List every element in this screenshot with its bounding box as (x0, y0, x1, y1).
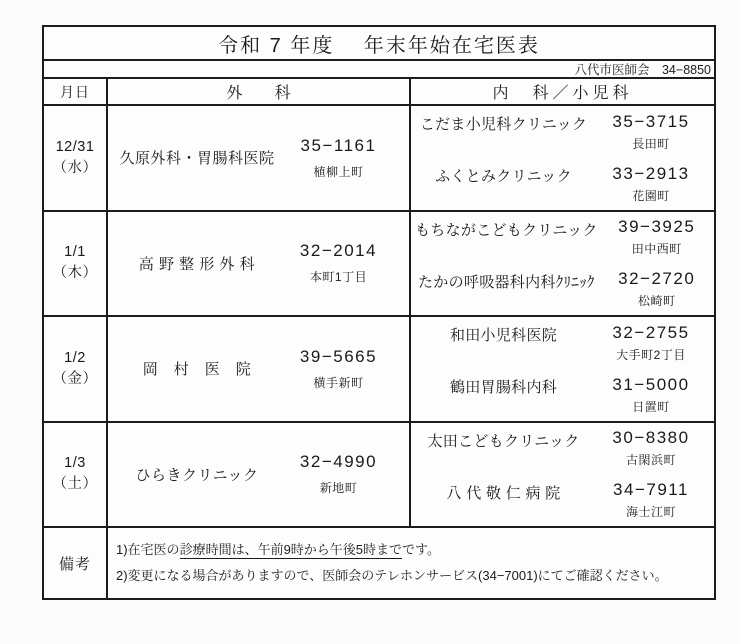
clinic-phone: 33−2913 (612, 163, 690, 183)
clinic-phone: 35−3715 (612, 111, 690, 131)
clinic-phone: 31−5000 (612, 374, 690, 394)
clinic-town: 本町1丁目 (309, 270, 368, 285)
clinic-entry (411, 317, 714, 369)
internal-cell (409, 423, 714, 527)
note-line-2: 2)変更になる場合がありますので、医師会のテレホンサービス(34−7001)にてご確認ください。 (116, 568, 668, 583)
clinic-phone: 32−2720 (618, 269, 696, 289)
clinic-town: 新地町 (319, 481, 358, 496)
clinic-contact (592, 112, 710, 152)
clinic-contact (276, 452, 401, 496)
col-header-internal-pediatrics: 内 科／小児科 (409, 79, 714, 104)
surgery-cell (106, 212, 409, 316)
clinic-entry (411, 423, 714, 475)
subtitle-row (44, 61, 714, 79)
clinic-phone: 32−2014 (299, 241, 378, 261)
clinic-name: 和田小児科医院 (449, 327, 558, 345)
date-cell (44, 212, 106, 316)
date-cell (44, 106, 106, 210)
clinic-contact (276, 241, 401, 285)
clinic-town: 植柳上町 (313, 164, 364, 179)
clinic-name: 久原外科・胃腸科医院 (119, 150, 275, 168)
clinic-name: 高 野 整 形 外 科 (138, 255, 256, 273)
clinic-contact (276, 136, 401, 180)
internal-cell (409, 212, 720, 316)
table-header-row (44, 79, 714, 106)
clinic-contact (276, 347, 401, 391)
col-header-surgery: 外 科 (106, 79, 409, 104)
clinic-phone: 34−7911 (613, 480, 689, 500)
clinic-town: 日置町 (632, 399, 670, 414)
notes-label: 備考 (58, 555, 91, 573)
date-label: 12/31 (55, 138, 95, 155)
table-row (44, 423, 714, 529)
clinic-contact (598, 269, 716, 309)
clinic-name: ひらきクリニック (135, 466, 259, 484)
table-row (44, 106, 714, 212)
clinic-contact (598, 217, 716, 257)
table-row (44, 317, 714, 423)
clinic-phone: 30−8380 (612, 428, 690, 448)
clinic-name: もちながこどもクリニック (415, 221, 598, 239)
clinic-name: 岡 村 医 院 (142, 361, 252, 379)
clinic-entry (411, 369, 714, 421)
clinic-town: 古閑浜町 (625, 453, 676, 468)
clinic-contact (592, 375, 710, 415)
clinic-entry (411, 474, 714, 526)
clinic-phone: 32−2755 (612, 322, 690, 342)
weekday-label: （木） (52, 265, 98, 282)
page-title: 令和 7 年度 年末年始在宅医表 (218, 34, 540, 57)
clinic-town: 大手町2丁目 (616, 347, 686, 362)
notes-row (44, 528, 714, 598)
clinic-contact (592, 323, 710, 363)
date-label: 1/3 (64, 455, 86, 472)
weekday-label: （金） (52, 370, 98, 387)
surgery-cell (106, 423, 409, 527)
clinic-phone: 35−1161 (300, 135, 377, 155)
clinic-contact (592, 428, 710, 468)
clinic-name: 八 代 敬 仁 病 院 (446, 484, 561, 502)
clinic-name: ふくとみクリニック (435, 168, 572, 186)
clinic-contact (592, 164, 710, 204)
note1-underlined-text: 診療時間は、午前9時から午後5時まで (179, 542, 403, 557)
clinic-contact (592, 480, 710, 520)
clinic-name: こだま小児科クリニック (419, 116, 588, 134)
date-label: 1/2 (64, 349, 86, 366)
clinic-entry (411, 106, 714, 158)
internal-cell (409, 106, 714, 210)
clinic-phone: 39−5665 (299, 346, 378, 366)
clinic-town: 海士江町 (625, 505, 676, 520)
clinic-entry (411, 212, 720, 264)
clinic-town: 田中西町 (631, 242, 682, 257)
note-line-1 (116, 537, 714, 563)
weekday-label: （土） (52, 476, 98, 493)
clinic-town: 長田町 (632, 136, 670, 151)
clinic-name: 鶴田胃腸科内科 (449, 379, 558, 397)
date-cell (44, 317, 106, 421)
note1-suffix: です。 (402, 542, 440, 557)
weekday-label: （水） (52, 159, 98, 176)
title-row (44, 27, 714, 61)
clinic-phone: 32−4990 (299, 452, 378, 472)
clinic-name: たかの呼吸器科内科ｸﾘﾆｯｸ (418, 273, 595, 291)
surgery-cell (106, 317, 409, 421)
association-contact: 八代市医師会 34−8850 (574, 63, 711, 77)
clinic-entry (411, 158, 714, 210)
col-header-date: 月日 (60, 83, 90, 100)
clinic-phone: 39−3925 (618, 217, 696, 237)
notes-body (106, 528, 714, 598)
clinic-town: 松崎町 (637, 294, 676, 309)
note1-prefix: 1)在宅医の (116, 542, 180, 557)
table-row (44, 212, 714, 318)
date-label: 1/1 (64, 244, 86, 261)
surgery-cell (106, 106, 409, 210)
internal-cell (409, 317, 714, 421)
oncall-schedule-table (42, 25, 716, 600)
clinic-name: 太田こどもクリニック (427, 432, 580, 450)
clinic-entry (411, 263, 720, 315)
clinic-town: 横手新町 (313, 375, 364, 390)
date-cell (44, 423, 106, 527)
clinic-town: 花園町 (632, 188, 670, 203)
